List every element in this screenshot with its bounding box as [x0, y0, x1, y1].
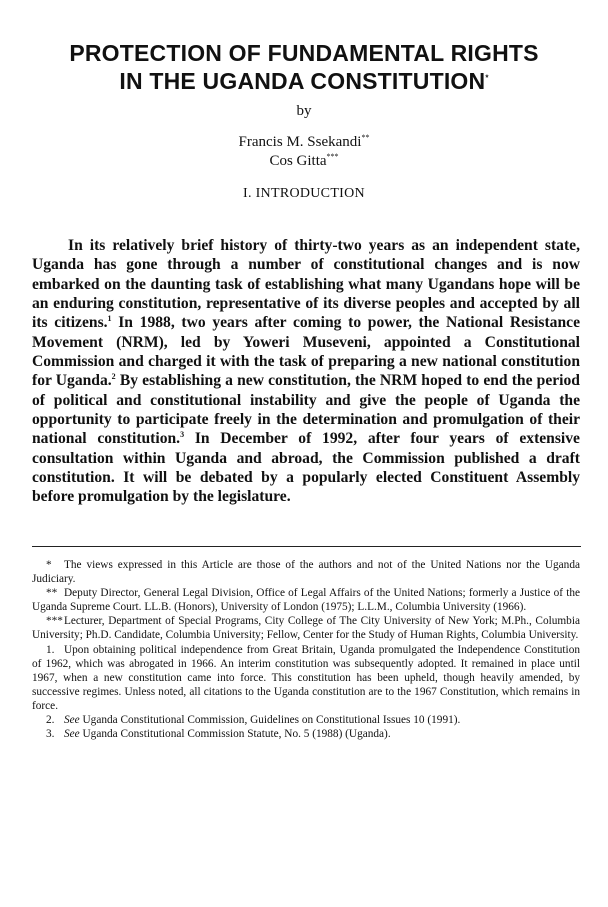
footnote-text: Deputy Director, General Legal Division, Office of Legal Affairs of the United Nations; formerly a Justice of the Uganda Supreme Court. LL.B. (Honors), University of London (1975); L.L.M., Columbia University (1966). [32, 587, 580, 614]
title-footnote-mark: * [485, 73, 489, 83]
title-text: IN THE UGANDA CONSTITUTION [119, 68, 486, 94]
footnotes [32, 558, 580, 741]
footnote-mark: * [46, 559, 52, 571]
footnote-ref: 1 [107, 314, 112, 324]
footnote-ref: 2 [111, 372, 116, 382]
author-2 [30, 153, 578, 170]
footnote-ref: 3 [180, 430, 185, 440]
section-heading: I. INTRODUCTION [243, 186, 365, 201]
author-name: Cos Gitta [269, 153, 327, 169]
footnote-mark: 3. [46, 728, 55, 741]
author-name: Francis M. Ssekandi [238, 134, 362, 150]
introduction-paragraph [32, 236, 580, 507]
footnote [32, 586, 580, 614]
article-title-line-2 [30, 68, 578, 95]
body-text: In its relatively brief history of thirty-two years as an independent state, Uganda has gone through a number of constitutional changes and is now embarked on the daunting task of establishing what many Ugandans hope will be an enduring constitution, representative of its diverse peoples and accepted by all its citizens. [32, 237, 580, 332]
footnote [32, 643, 580, 713]
footnote-divider [32, 546, 581, 547]
body-text: By establishing a new constitution, the NRM hoped to end the period of political and constitutional instability and give the people of Uganda the opportunity to participate freely in the determination and promulgation of their national constitution. [32, 372, 580, 448]
footnote-mark: *** [46, 615, 63, 628]
footnote [32, 558, 580, 586]
body-text: In December of 1992, after four years of extensive consultation within Uganda and abroad, the Commission published a draft constitution. It will be debated by a popularly elected Constituent Assembly before promulgation by the legislature. [32, 430, 580, 506]
footnote-text: Uganda Constitutional Commission, Guidelines on Constitutional Issues 10 (1991). [82, 714, 461, 727]
author-1 [30, 134, 578, 151]
footnote-mark: ** [46, 587, 58, 600]
article-title-line-1: PROTECTION OF FUNDAMENTAL RIGHTS [69, 40, 539, 66]
footnote-mark: 1. [46, 643, 55, 656]
author-footnote-mark: *** [326, 152, 339, 161]
byline: by [296, 103, 312, 119]
footnote-text: Upon obtaining political independence from Great Britain, Uganda promulgated the Independence Constitution of 1962, which was abrogated in 1966. An interim constitution was subsequently adopted. It remained in place until 1967, when a new constitution came into force. This constitution has been upheld, though heavily amended, by successive regimes. Unless noted, all citations to the Uganda constitution are to the 1967 Constitution, which remains in force. [32, 643, 580, 712]
footnote [32, 713, 580, 727]
footnote [32, 614, 580, 642]
footnote [32, 727, 580, 741]
body-text: In 1988, two years after coming to power, the National Resistance Movement (NRM), led by Yoweri Museveni, appointed a Constitutional Commission and charged it with the task of preparing a new national constitution for Uganda. [32, 314, 580, 390]
footnote-text: Uganda Constitutional Commission Statute, No. 5 (1988) (Uganda). [82, 728, 391, 741]
citation-signal: See [64, 714, 80, 727]
citation-signal: See [64, 728, 80, 741]
author-footnote-mark: ** [361, 133, 370, 142]
footnote-mark: 2. [46, 714, 55, 727]
footnote-text: Lecturer, Department of Special Programs, City College of The City University of New York; M.Ph., Columbia University; Ph.D. Candidate, Columbia University; Fellow, Center for the Study of Human Rights, Columbia University. [32, 615, 580, 642]
footnote-text: The views expressed in this Article are those of the authors and not of the United Nations nor the Uganda Judiciary. [32, 559, 580, 586]
